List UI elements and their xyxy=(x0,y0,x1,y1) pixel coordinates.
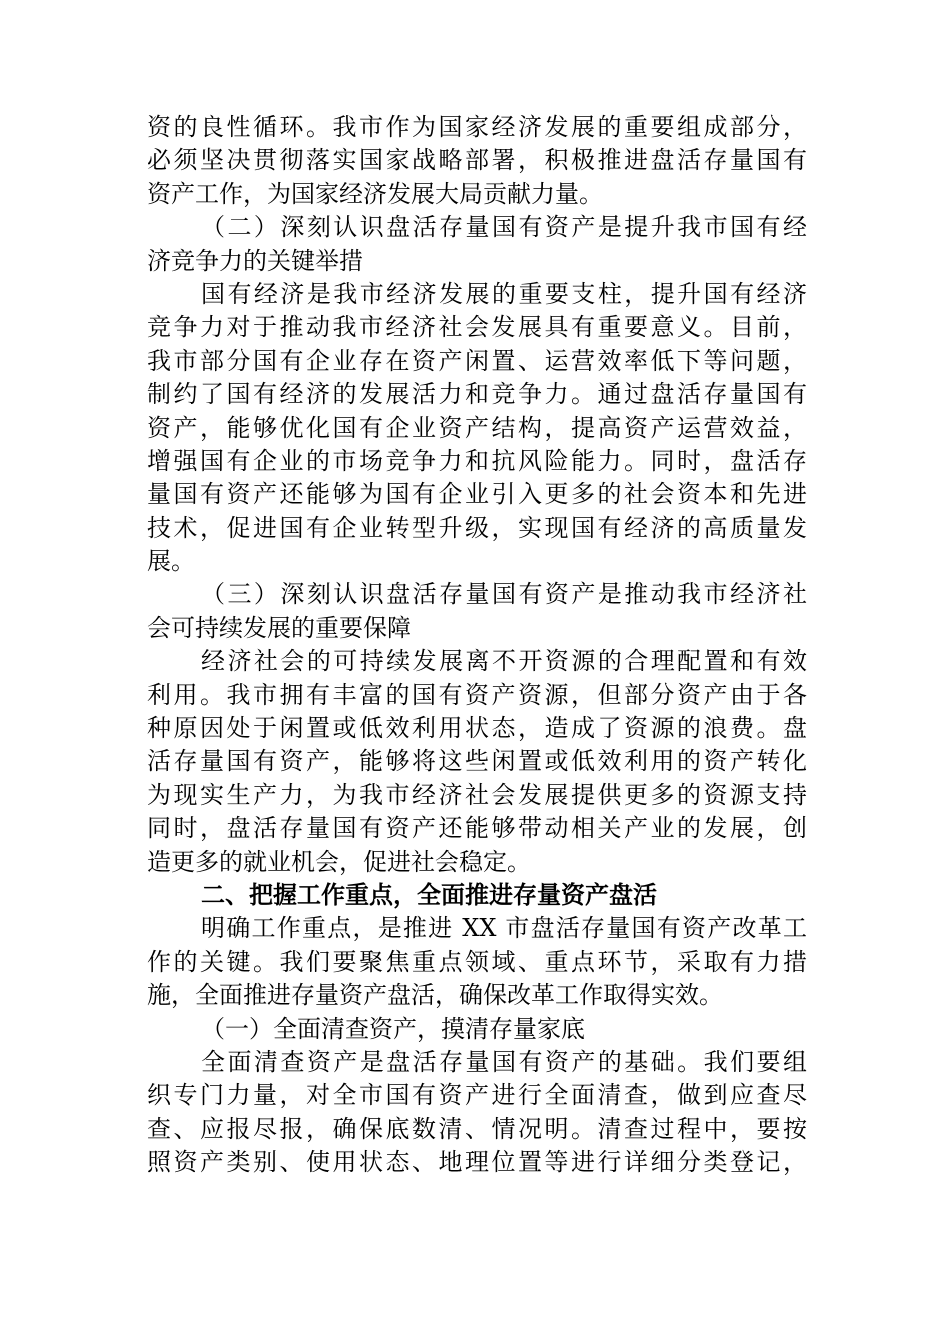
body-line: 作的关键。我们要聚焦重点领域、重点环节，采取有力措 xyxy=(147,947,807,976)
body-line: 展。 xyxy=(147,547,195,576)
body-line: 照资产类别、使用状态、地理位置等进行详细分类登记， xyxy=(147,1148,807,1177)
section-heading: 二、把握工作重点，全面推进存量资产盘活 xyxy=(201,880,657,909)
body-line: 资产工作，为国家经济发展大局贡献力量。 xyxy=(147,179,603,208)
paragraph-first-line: 国有经济是我市经济发展的重要支柱，提升国有经济 xyxy=(201,279,807,308)
body-line: 资的良性循环。我市作为国家经济发展的重要组成部分， xyxy=(147,113,807,141)
body-line: 量国有资产还能够为国有企业引入更多的社会资本和先进 xyxy=(147,480,807,509)
section-subheading: （二）深刻认识盘活存量国有资产是提升我市国有经 xyxy=(201,213,807,242)
section-subheading: 济竞争力的关键举措 xyxy=(147,246,363,275)
body-line: 资产，能够优化国有企业资产结构，提高资产运营效益， xyxy=(147,413,807,442)
body-line: 施，全面推进存量资产盘活，确保改革工作取得实效。 xyxy=(147,981,723,1010)
paragraph-first-line: 明确工作重点，是推进 XX 市盘活存量国有资产改革工 xyxy=(201,914,807,943)
body-line: 制约了国有经济的发展活力和竞争力。通过盘活存量国有 xyxy=(147,380,807,409)
section-subheading: （一）全面清查资产，摸清存量家底 xyxy=(201,1014,585,1043)
body-line: 利用。我市拥有丰富的国有资产资源，但部分资产由于各 xyxy=(147,680,807,709)
body-line: 织专门力量，对全市国有资产进行全面清查，做到应查尽 xyxy=(147,1081,807,1110)
document-body xyxy=(147,111,807,1180)
body-line: 造更多的就业机会，促进社会稳定。 xyxy=(147,847,531,876)
body-line: 必须坚决贯彻落实国家战略部署，积极推进盘活存量国有 xyxy=(147,146,807,175)
body-line: 活存量国有资产，能够将这些闲置或低效利用的资产转化 xyxy=(147,747,807,776)
body-line: 竞争力对于推动我市经济社会发展具有重要意义。目前， xyxy=(147,313,807,342)
section-subheading: （三）深刻认识盘活存量国有资产是推动我市经济社 xyxy=(201,580,807,609)
body-line: 种原因处于闲置或低效利用状态，造成了资源的浪费。盘 xyxy=(147,714,807,743)
body-line: 同时，盘活存量国有资产还能够带动相关产业的发展，创 xyxy=(147,814,807,843)
section-subheading: 会可持续发展的重要保障 xyxy=(147,613,411,642)
paragraph-first-line: 经济社会的可持续发展离不开资源的合理配置和有效 xyxy=(201,647,807,676)
body-line: 增强国有企业的市场竞争力和抗风险能力。同时，盘活存 xyxy=(147,446,807,475)
body-line: 我市部分国有企业存在资产闲置、运营效率低下等问题， xyxy=(147,346,807,375)
paragraph-first-line: 全面清查资产是盘活存量国有资产的基础。我们要组 xyxy=(201,1047,807,1076)
body-line: 为现实生产力，为我市经济社会发展提供更多的资源支持 xyxy=(147,780,807,809)
body-line: 技术，促进国有企业转型升级，实现国有经济的高质量发 xyxy=(147,513,807,542)
body-line: 查、应报尽报，确保底数清、情况明。清查过程中，要按 xyxy=(147,1114,807,1143)
